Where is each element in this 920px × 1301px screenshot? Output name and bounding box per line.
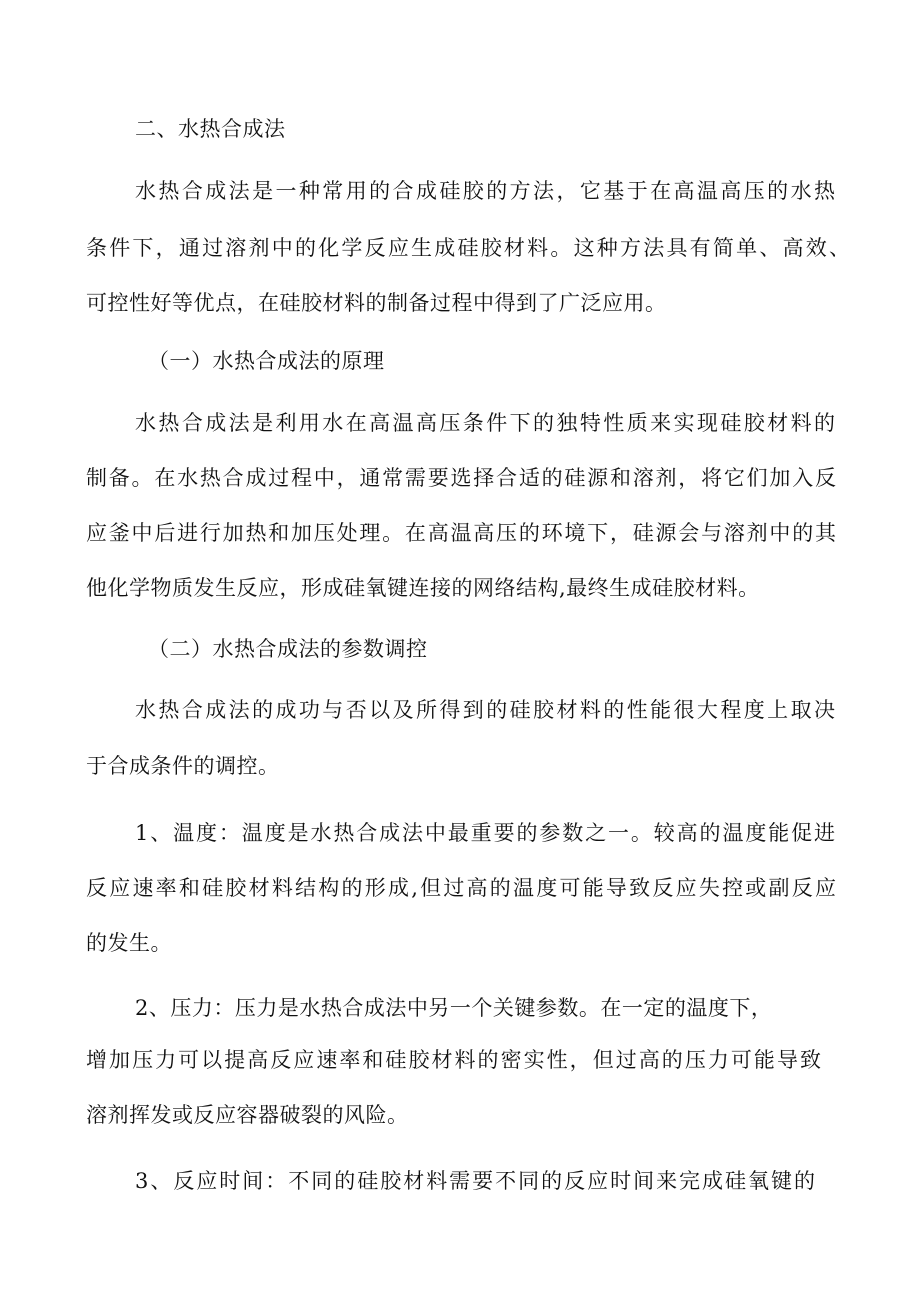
subsection-title-parameters: （二）水热合成法的参数调控 [148,637,428,661]
principle-line-2: 制备。在水热合成过程中，通常需要选择合适的硅源和溶剂，将它们加入反 [86,466,836,490]
section-heading: 二、水热合成法 [135,117,286,141]
temperature-line-2: 反应速率和硅胶材料结构的形成,但过高的温度可能导致反应失控或副反应 [86,876,836,900]
intro-line-1: 水热合成法是一种常用的合成硅胶的方法，它基于在高温高压的水热 [135,179,835,203]
principle-line-4: 他化学物质发生反应，形成硅氧键连接的网络结构,最终生成硅胶材料。 [86,576,760,600]
principle-line-1: 水热合成法是利用水在高温高压条件下的独特性质来实现硅胶材料的 [135,411,835,435]
intro-line-3: 可控性好等优点，在硅胶材料的制备过程中得到了广泛应用。 [86,291,667,315]
parameters-line-2: 于合成条件的调控。 [86,754,280,778]
intro-line-2: 条件下，通过溶剂中的化学反应生成硅胶材料。这种方法具有简单、高效、 [86,236,850,260]
pressure-line-3: 溶剂挥发或反应容器破裂的风险。 [86,1103,409,1127]
reaction-time-line-1: 3、反应时间：不同的硅胶材料需要不同的反应时间来完成硅氧键的 [135,1169,815,1193]
principle-line-3: 应釜中后进行加热和加压处理。在高温高压的环境下，硅源会与溶剂中的其 [86,521,836,545]
pressure-line-1: 2、压力：压力是水热合成法中另一个关键参数。在一定的温度下， [135,996,773,1020]
temperature-line-1: 1、温度：温度是水热合成法中最重要的参数之一。较高的温度能促进 [135,821,835,845]
temperature-line-3: 的发生。 [86,931,172,955]
parameters-line-1: 水热合成法的成功与否以及所得到的硅胶材料的性能很大程度上取决 [135,698,835,722]
pressure-line-2: 增加压力可以提高反应速率和硅胶材料的密实性，但过高的压力可能导致 [86,1048,821,1072]
subsection-title-principle: （一）水热合成法的原理 [148,349,385,373]
